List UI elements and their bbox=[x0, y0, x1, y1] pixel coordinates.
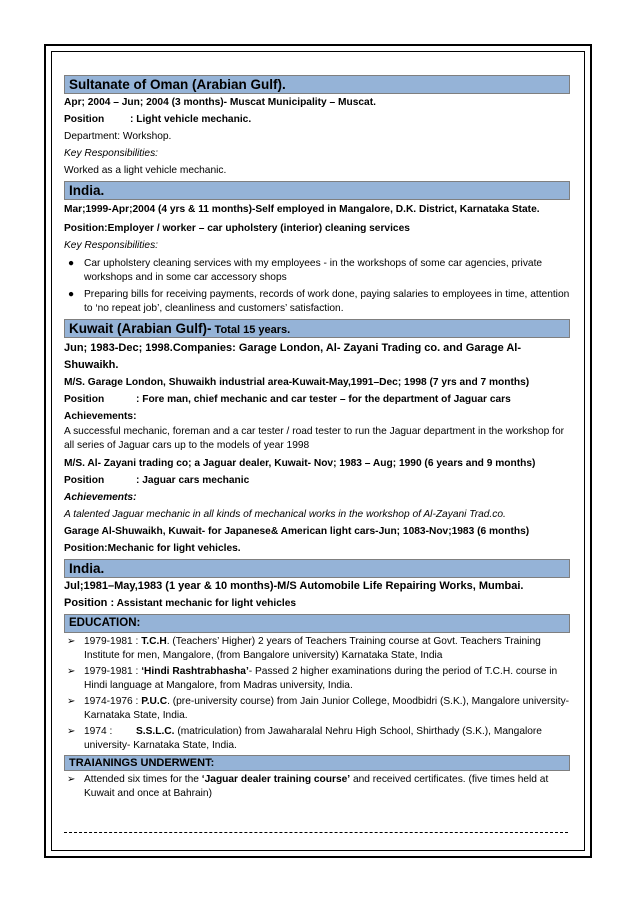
arrow-bullet-icon: ➢ bbox=[67, 774, 76, 785]
kuwait-achievements-2-text: A talented Jaguar mechanic in all kinds of mechanical works in the workshop of Al-Zayani Trad.co. bbox=[64, 509, 506, 520]
section-header-oman: Sultanate of Oman (Arabian Gulf). bbox=[64, 75, 570, 94]
edu-text: . (pre-university course) from Jain Junior College, Moodbidri (S.K.), Mangalore university- Karnataka State, India. bbox=[84, 696, 570, 721]
oman-key-responsibilities: Key Responsibilities: bbox=[64, 148, 158, 159]
kuwait-achievements-1: Achievements: bbox=[64, 411, 137, 422]
section-header-education: EDUCATION: bbox=[64, 614, 570, 633]
edu-text: - Passed 2 higher examinations during the period of T.C.H. course in Hindi language at Mangalore, from Madras university, India. bbox=[84, 666, 558, 691]
edu-years: 1974-1976 : bbox=[84, 696, 142, 707]
edu-degree: T.C.H bbox=[141, 636, 167, 647]
india-position: Position:Employer / worker – car upholstery (interior) cleaning services bbox=[64, 223, 410, 234]
list-item bbox=[64, 288, 570, 316]
india-period: Mar;1999-Apr;2004 (4 yrs & 11 months)-Self employed in Mangalore, D.K. District, Karnataka State. bbox=[64, 204, 540, 215]
india-key-responsibilities: Key Responsibilities: bbox=[64, 240, 158, 251]
edu-years: 1979-1981 : bbox=[84, 636, 142, 647]
arrow-bullet-icon: ➢ bbox=[67, 726, 76, 737]
oman-period: Apr; 2004 – Jun; 2004 (3 months)- Muscat Municipality – Muscat. bbox=[64, 97, 376, 108]
list-item bbox=[64, 635, 570, 663]
edu-text: (matriculation) from Jawaharalal Nehru High School, Shirthady (S.K.), Mangalore university- Karnataka State, India. bbox=[84, 726, 542, 751]
bullet-text: Preparing bills for receiving payments, records of work done, paying salaries to employees in time, attention to ‘no repeat job’, cleanliness and customers’ satisfaction. bbox=[84, 289, 570, 314]
dashed-divider bbox=[64, 832, 568, 833]
india2-period: Jul;1981–May,1983 (1 year & 10 months)-M/S Automobile Life Repairing Works, Mumbai. bbox=[64, 580, 524, 592]
list-item bbox=[64, 257, 570, 285]
kuwait-position-3: Position:Mechanic for light vehicles. bbox=[64, 543, 241, 554]
kuwait-ms-al-zayani: M/S. Al- Zayani trading co; a Jaguar dealer, Kuwait- Nov; 1983 – Aug; 1990 (6 years and 9 months) bbox=[64, 458, 536, 469]
section-header-india-2: India. bbox=[64, 559, 570, 578]
kuwait-position-2 bbox=[64, 472, 570, 489]
oman-duty: Worked as a light vehicle mechanic. bbox=[64, 165, 227, 176]
section-header-trainings: TRAIANINGS UNDERWENT: bbox=[64, 755, 570, 771]
training-text-post: and received certificates. (five times held at Kuwait and once at Bahrain) bbox=[84, 774, 549, 799]
list-item bbox=[64, 665, 570, 693]
kuwait-garage-al-shuwaikh: Garage Al-Shuwaikh, Kuwait- for Japanese& American light cars-Jun; 1083-Nov;1983 (6 months) bbox=[64, 526, 530, 537]
edu-years: 1979-1981 : bbox=[84, 666, 142, 677]
position-value: Assistant mechanic for light vehicles bbox=[116, 598, 297, 609]
edu-text: . (Teachers’ Higher) 2 years of Teachers Training course at Govt. Teachers Training Institute for men, Mangalore, (from Bangalore university) Karnataka State, India bbox=[84, 636, 541, 661]
edu-degree: P.U.C bbox=[141, 696, 168, 707]
position-label: Position : bbox=[64, 597, 115, 609]
bullet-icon: ● bbox=[68, 289, 75, 300]
kuwait-position-1 bbox=[64, 391, 570, 408]
list-item bbox=[64, 773, 570, 801]
position-value: : Jaguar cars mechanic bbox=[136, 475, 250, 486]
position-value: : Fore man, chief mechanic and car tester – for the department of Jaguar cars bbox=[136, 394, 511, 405]
position-label: Position bbox=[64, 114, 105, 125]
edu-degree: S.S.L.C. bbox=[136, 726, 175, 737]
arrow-bullet-icon: ➢ bbox=[67, 666, 76, 677]
edu-years: 1974 : bbox=[84, 726, 113, 737]
section-header-india: India. bbox=[64, 181, 570, 200]
bullet-text: Car upholstery cleaning services with my employees - in the workshops of some car agencies, private workshops and in some car accessory shops bbox=[84, 258, 543, 283]
position-value: : Light vehicle mechanic. bbox=[130, 114, 252, 125]
training-course: ‘Jaguar dealer training course’ bbox=[201, 774, 351, 785]
section-header-kuwait bbox=[64, 319, 570, 338]
kuwait-companies: Jun; 1983-Dec; 1998.Companies: Garage London, Al- Zayani Trading co. and Garage Al-Shuwaikh. bbox=[64, 342, 522, 371]
oman-position bbox=[64, 111, 570, 128]
list-item bbox=[64, 725, 570, 753]
oman-department: Department: Workshop. bbox=[64, 131, 172, 142]
arrow-bullet-icon: ➢ bbox=[67, 636, 76, 647]
position-label: Position bbox=[64, 394, 105, 405]
arrow-bullet-icon: ➢ bbox=[67, 696, 76, 707]
edu-degree: ‘Hindi Rashtrabhasha’ bbox=[141, 666, 249, 677]
kuwait-achievements-2: Achievements: bbox=[64, 492, 137, 503]
list-item bbox=[64, 695, 570, 723]
training-text-pre: Attended six times for the bbox=[84, 774, 202, 785]
resume-content bbox=[64, 73, 570, 803]
kuwait-ms-garage-london: M/S. Garage London, Shuwaikh industrial area-Kuwait-May,1991–Dec; 1998 (7 yrs and 7 months) bbox=[64, 377, 530, 388]
india2-position bbox=[64, 595, 570, 612]
bullet-icon: ● bbox=[68, 258, 75, 269]
kuwait-achievements-1-text: A successful mechanic, foreman and a car tester / road tester to run the Jaguar department in the workshop for all series of Jaguar cars up to the models of year 1998 bbox=[64, 426, 565, 451]
kuwait-total: Total 15 years. bbox=[211, 324, 291, 336]
kuwait-title: Kuwait (Arabian Gulf)- bbox=[69, 321, 212, 336]
position-label: Position bbox=[64, 475, 105, 486]
